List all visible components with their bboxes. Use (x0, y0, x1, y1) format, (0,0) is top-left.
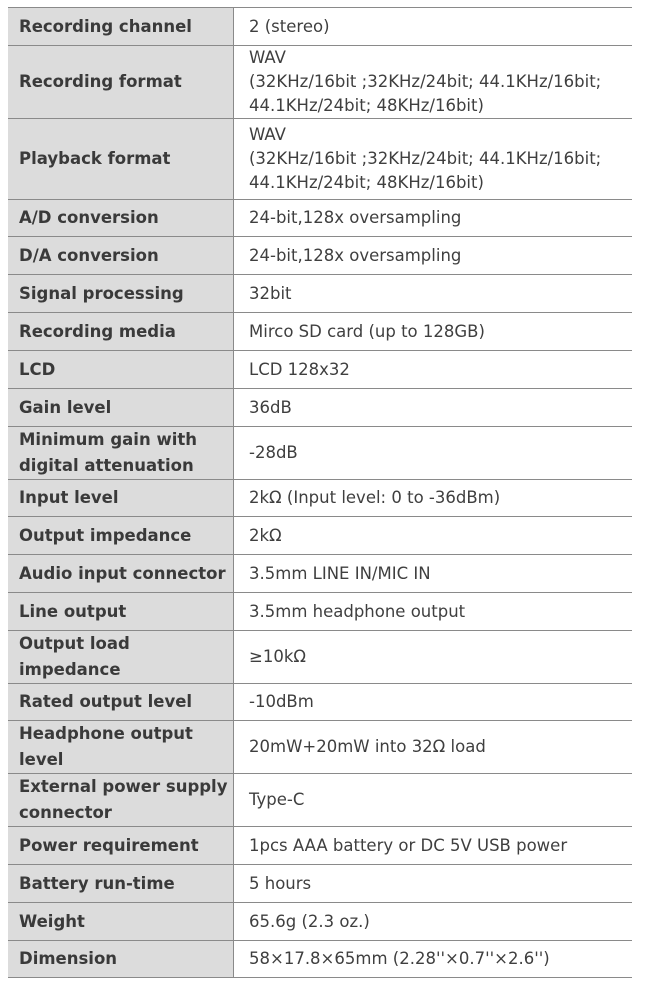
spec-label: Recording format (8, 46, 234, 119)
spec-label: LCD (8, 351, 234, 389)
table-row (8, 275, 632, 313)
table-row (8, 721, 632, 774)
spec-value-line: 2kΩ (249, 525, 282, 545)
spec-label: D/A conversion (8, 237, 234, 275)
spec-value (234, 774, 633, 827)
spec-value-line: LCD 128x32 (249, 359, 350, 379)
spec-value-line: 1pcs AAA battery or DC 5V USB power (249, 835, 568, 855)
spec-value-line: 32bit (249, 283, 292, 303)
table-row (8, 903, 632, 941)
spec-value-line: 65.6g (2.3 oz.) (249, 911, 370, 931)
table-row (8, 427, 632, 480)
table-row (8, 684, 632, 721)
table-row (8, 593, 632, 631)
spec-value (234, 684, 633, 721)
table-row (8, 774, 632, 827)
table-row (8, 865, 632, 903)
spec-label: Rated output level (8, 684, 234, 721)
spec-label: Headphone output level (8, 721, 234, 774)
spec-value-line: WAV (249, 125, 286, 144)
spec-value-line: 58×17.8×65mm (2.28''×0.7''×2.6'') (249, 949, 550, 968)
spec-value (234, 313, 633, 351)
spec-label: Recording media (8, 313, 234, 351)
spec-value (234, 46, 633, 119)
spec-label: Input level (8, 480, 234, 517)
spec-value (234, 865, 633, 903)
spec-value-line: ≥10kΩ (249, 647, 306, 666)
table-row (8, 631, 632, 684)
table-row (8, 389, 632, 427)
spec-value (234, 351, 633, 389)
spec-label: Line output (8, 593, 234, 631)
spec-value (234, 389, 633, 427)
spec-label: Battery run-time (8, 865, 234, 903)
spec-label: External power supply connector (8, 774, 234, 827)
table-row (8, 119, 632, 200)
spec-value (234, 827, 633, 865)
spec-label: Output impedance (8, 517, 234, 555)
spec-value (234, 119, 633, 200)
spec-value-line: 44.1KHz/24bit; 48KHz/16bit) (249, 96, 484, 115)
spec-value (234, 517, 633, 555)
spec-label: Gain level (8, 389, 234, 427)
spec-label: Recording channel (8, 8, 234, 46)
spec-value-line: WAV (249, 48, 286, 67)
spec-value-line: 5 hours (249, 873, 312, 893)
spec-value-line: (32KHz/16bit ;32KHz/24bit; 44.1KHz/16bit; (249, 149, 602, 168)
spec-value (234, 200, 633, 237)
table-row (8, 555, 632, 593)
spec-label: Playback format (8, 119, 234, 200)
spec-value (234, 427, 633, 480)
spec-value-line: 24-bit,128x oversampling (249, 245, 462, 265)
spec-value (234, 941, 633, 978)
spec-value-line: 2 (stereo) (249, 16, 330, 36)
table-row (8, 480, 632, 517)
spec-table (8, 7, 632, 978)
table-row (8, 827, 632, 865)
spec-label: Minimum gain with digital attenuation (8, 427, 234, 480)
spec-label: A/D conversion (8, 200, 234, 237)
spec-value (234, 480, 633, 517)
table-row (8, 517, 632, 555)
spec-label: Power requirement (8, 827, 234, 865)
spec-value-line: Type-C (249, 790, 305, 809)
spec-label: Weight (8, 903, 234, 941)
spec-label: Audio input connector (8, 555, 234, 593)
spec-value (234, 631, 633, 684)
spec-value-line: 20mW+20mW into 32Ω load (249, 737, 486, 756)
table-row (8, 941, 632, 978)
table-row (8, 351, 632, 389)
table-row (8, 8, 632, 46)
spec-value-line: (32KHz/16bit ;32KHz/24bit; 44.1KHz/16bit; (249, 72, 602, 91)
spec-value (234, 555, 633, 593)
spec-value (234, 593, 633, 631)
spec-value-line: 44.1KHz/24bit; 48KHz/16bit) (249, 173, 484, 192)
spec-value (234, 8, 633, 46)
spec-label: Dimension (8, 941, 234, 978)
spec-value-line: 36dB (249, 397, 292, 417)
spec-value-line: 2kΩ (Input level: 0 to -36dBm) (249, 488, 501, 507)
spec-value (234, 721, 633, 774)
spec-label: Signal processing (8, 275, 234, 313)
table-row (8, 237, 632, 275)
spec-value-line: 3.5mm LINE IN/MIC IN (249, 563, 431, 583)
spec-value (234, 275, 633, 313)
spec-value-line: 3.5mm headphone output (249, 601, 466, 621)
spec-value-line: -10dBm (249, 692, 314, 711)
spec-value-line: -28dB (249, 443, 298, 462)
spec-value (234, 903, 633, 941)
spec-value-line: 24-bit,128x oversampling (249, 208, 462, 227)
table-row (8, 313, 632, 351)
spec-value (234, 237, 633, 275)
table-row (8, 46, 632, 119)
spec-value-line: Mirco SD card (up to 128GB) (249, 321, 485, 341)
table-row (8, 200, 632, 237)
spec-label: Output load impedance (8, 631, 234, 684)
